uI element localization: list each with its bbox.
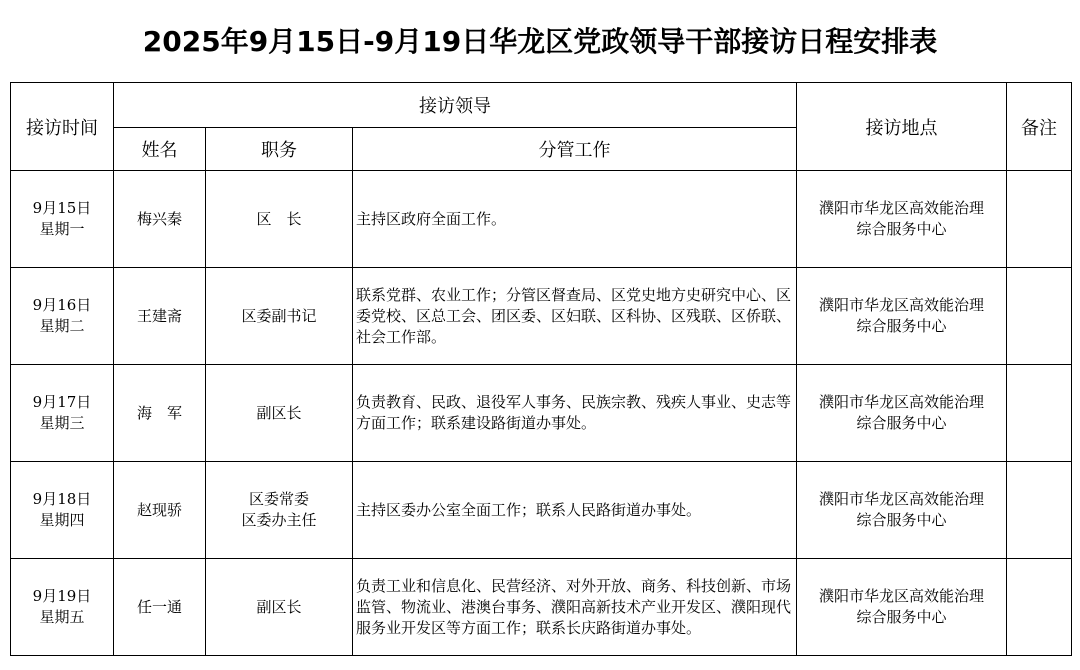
duties-cell: 负责教育、民政、退役军人事务、民族宗教、残疾人事业、史志等方面工作；联系建设路街道办事处。 xyxy=(353,365,797,462)
remarks-cell xyxy=(1007,268,1072,365)
header-row-1 xyxy=(11,83,1072,128)
date-text: 9月17日 xyxy=(32,393,92,411)
date-text: 9月18日 xyxy=(32,490,92,508)
location-text: 综合服务中心 xyxy=(856,317,947,335)
location-text: 濮阳市华龙区高效能治理 xyxy=(819,393,985,411)
location-text: 濮阳市华龙区高效能治理 xyxy=(819,490,985,508)
location-text: 濮阳市华龙区高效能治理 xyxy=(819,587,985,605)
name-cell: 赵现骄 xyxy=(114,462,206,559)
position-text: 区委常委 xyxy=(248,490,309,508)
schedule-table xyxy=(10,82,1072,656)
location-text: 综合服务中心 xyxy=(856,414,947,432)
weekday-text: 星期四 xyxy=(39,511,85,529)
position-cell xyxy=(206,365,353,462)
table-row xyxy=(11,559,1072,656)
position-cell xyxy=(206,171,353,268)
date-cell xyxy=(11,365,114,462)
remarks-cell xyxy=(1007,462,1072,559)
header-time: 接访时间 xyxy=(11,83,114,171)
table-row xyxy=(11,462,1072,559)
duties-cell: 主持区政府全面工作。 xyxy=(353,171,797,268)
position-text: 副区长 xyxy=(256,597,302,616)
duties-cell: 联系党群、农业工作；分管区督查局、区党史地方史研究中心、区委党校、区总工会、团区委、区妇联、区科协、区残联、区侨联、社会工作部。 xyxy=(353,268,797,365)
name-cell: 王建斋 xyxy=(114,268,206,365)
date-cell xyxy=(11,462,114,559)
header-duties: 分管工作 xyxy=(353,128,797,171)
header-name: 姓名 xyxy=(114,128,206,171)
header-position: 职务 xyxy=(206,128,353,171)
date-cell xyxy=(11,559,114,656)
name-cell: 海 军 xyxy=(114,365,206,462)
name-cell: 任一通 xyxy=(114,559,206,656)
location-text: 综合服务中心 xyxy=(856,608,947,626)
table-row xyxy=(11,171,1072,268)
position-text: 区委办主任 xyxy=(241,511,317,529)
weekday-text: 星期三 xyxy=(39,414,85,432)
date-cell xyxy=(11,268,114,365)
weekday-text: 星期二 xyxy=(39,317,85,335)
duties-cell: 主持区委办公室全面工作；联系人民路街道办事处。 xyxy=(353,462,797,559)
date-cell xyxy=(11,171,114,268)
location-cell xyxy=(797,268,1007,365)
header-location: 接访地点 xyxy=(797,83,1007,171)
position-cell xyxy=(206,559,353,656)
date-text: 9月16日 xyxy=(32,296,92,314)
date-text: 9月19日 xyxy=(32,587,92,605)
remarks-cell xyxy=(1007,365,1072,462)
position-text: 区委副书记 xyxy=(241,306,317,325)
location-text: 濮阳市华龙区高效能治理 xyxy=(819,199,985,217)
duties-cell: 负责工业和信息化、民营经济、对外开放、商务、科技创新、市场监管、物流业、港澳台事务、濮阳高新技术产业开发区、濮阳现代服务业开发区等方面工作；联系长庆路街道办事处。 xyxy=(353,559,797,656)
table-row xyxy=(11,365,1072,462)
weekday-text: 星期一 xyxy=(39,220,85,238)
weekday-text: 星期五 xyxy=(39,608,85,626)
header-remarks: 备注 xyxy=(1007,83,1072,171)
position-text: 副区长 xyxy=(256,403,302,422)
location-text: 濮阳市华龙区高效能治理 xyxy=(819,296,985,314)
location-text: 综合服务中心 xyxy=(856,511,947,529)
location-text: 综合服务中心 xyxy=(856,220,947,238)
location-cell xyxy=(797,365,1007,462)
page-title: 2025年9月15日-9月19日华龙区党政领导干部接访日程安排表 xyxy=(142,25,938,58)
position-cell xyxy=(206,268,353,365)
header-leader-group: 接访领导 xyxy=(114,83,797,128)
name-cell: 梅兴秦 xyxy=(114,171,206,268)
table-row xyxy=(11,268,1072,365)
remarks-cell xyxy=(1007,559,1072,656)
location-cell xyxy=(797,171,1007,268)
location-cell xyxy=(797,462,1007,559)
date-text: 9月15日 xyxy=(32,199,92,217)
position-cell xyxy=(206,462,353,559)
remarks-cell xyxy=(1007,171,1072,268)
position-text: 区 长 xyxy=(256,209,302,228)
location-cell xyxy=(797,559,1007,656)
